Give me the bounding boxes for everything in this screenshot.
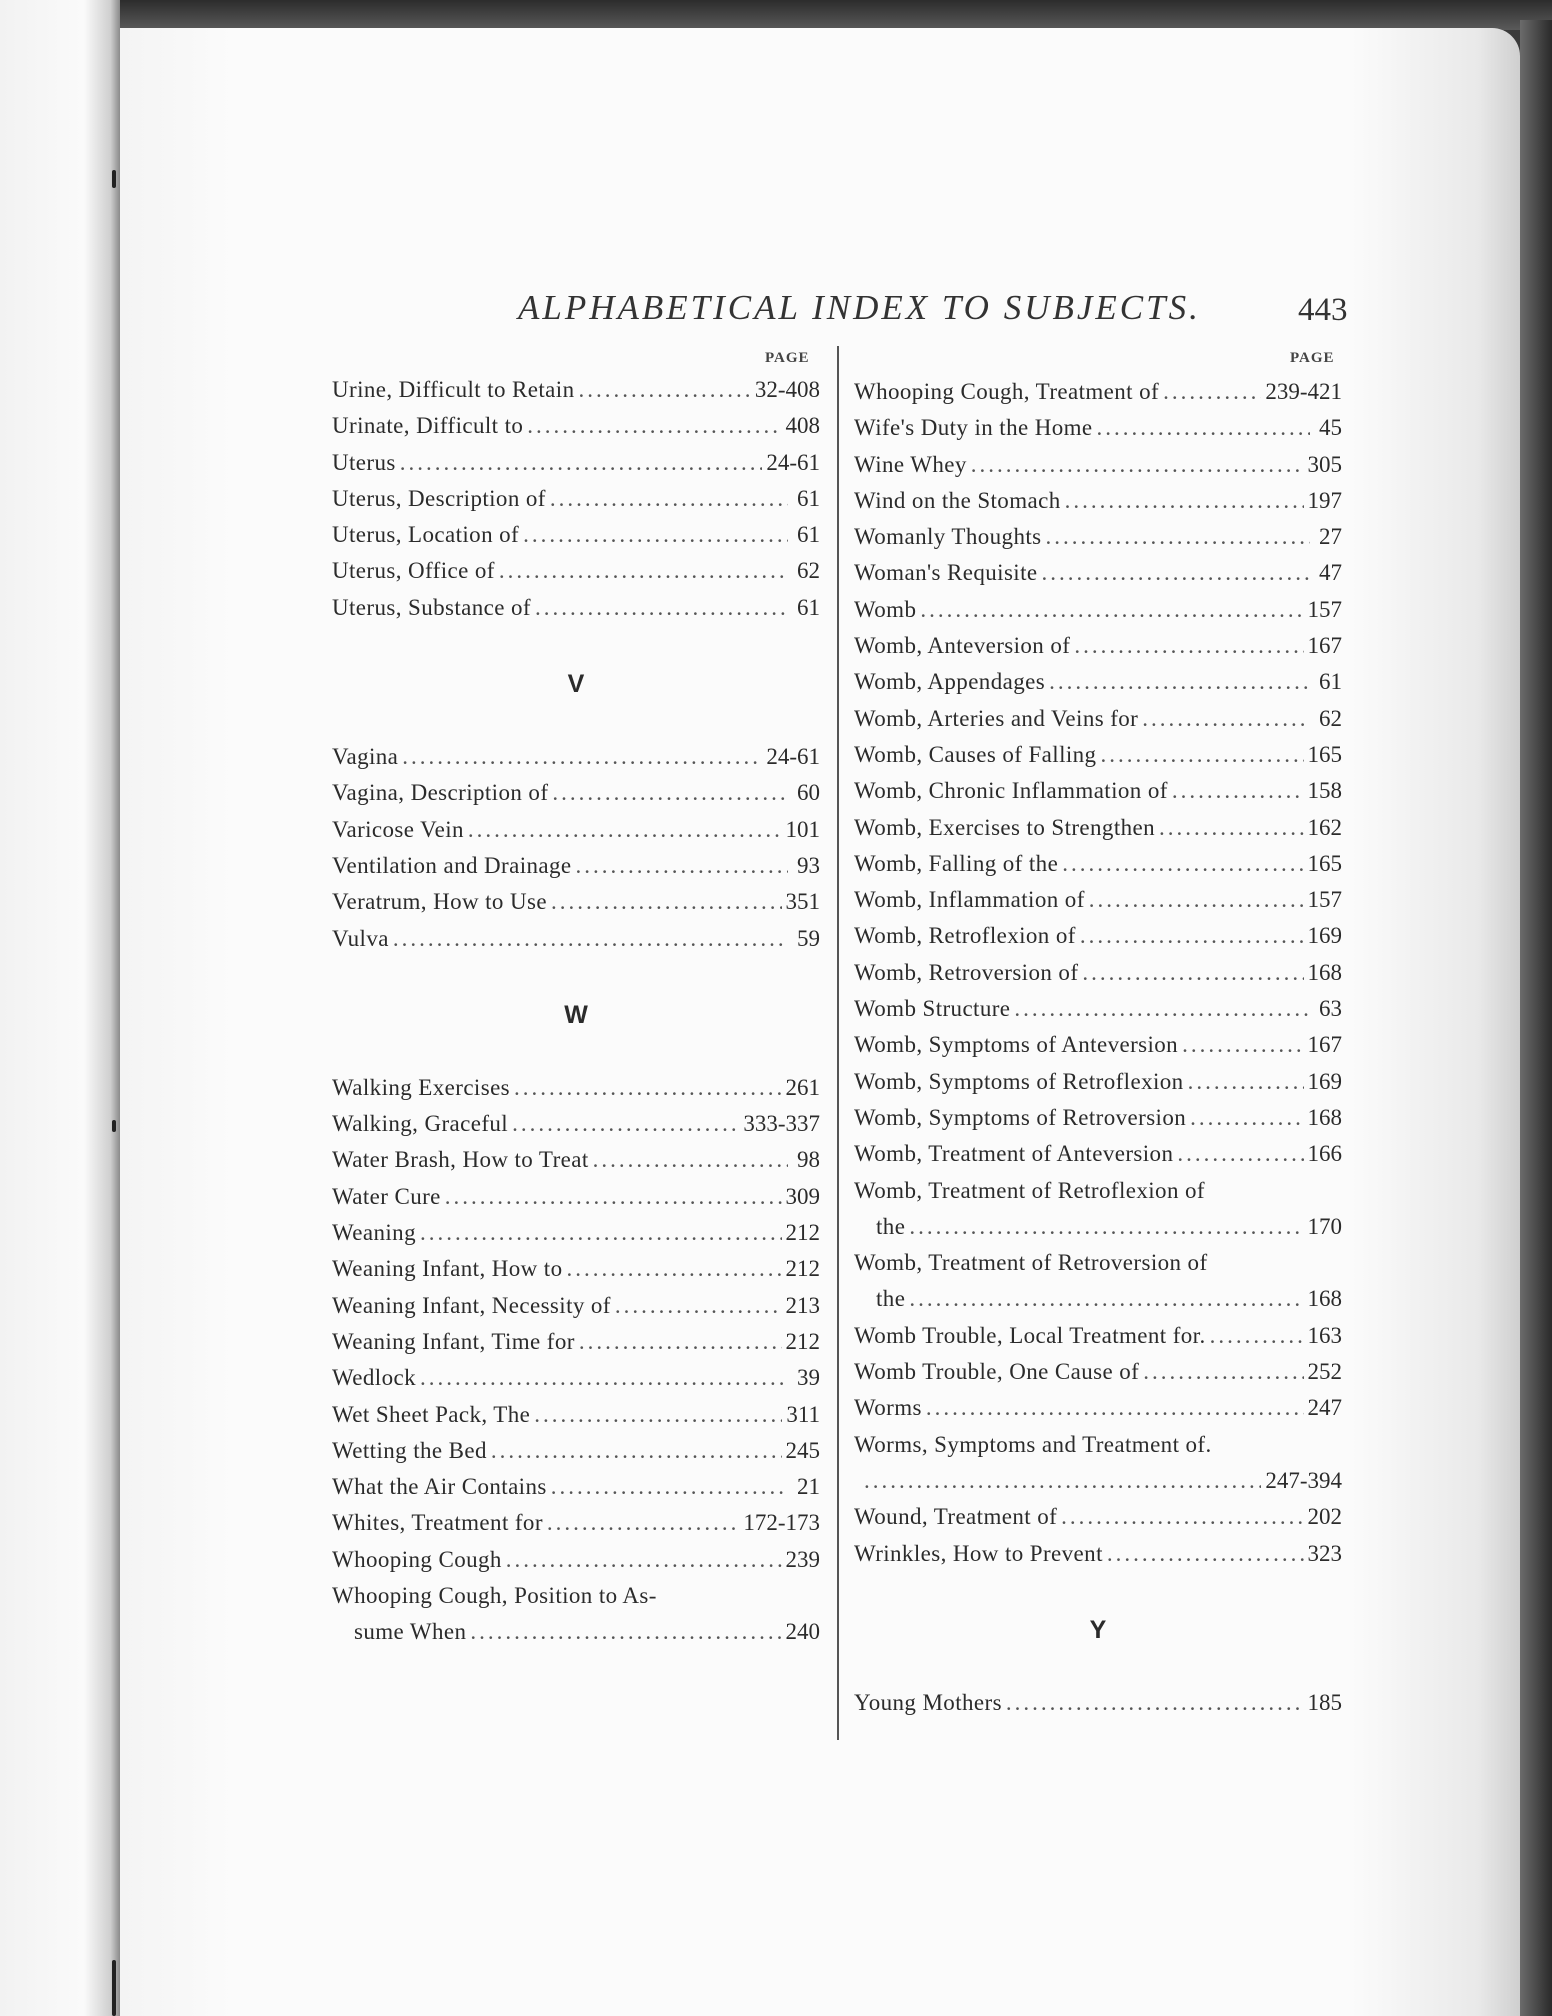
index-entry [332, 1251, 820, 1287]
index-subject: Womb, Retroflexion of [854, 923, 1076, 949]
index-page-ref: 311 [786, 1401, 820, 1427]
index-entry [854, 483, 1342, 519]
index-page-ref: 168 [1307, 1104, 1342, 1130]
dot-leader [400, 445, 763, 481]
index-entry [854, 1209, 1342, 1245]
dot-leader [1097, 410, 1310, 446]
index-page-ref: 309 [785, 1183, 820, 1209]
index-entry [854, 592, 1342, 628]
dot-leader [926, 1390, 1304, 1426]
index-entry [332, 1179, 820, 1215]
index-subject: Vulva [332, 925, 389, 951]
index-entry [332, 1215, 820, 1251]
index-subject: sume When [354, 1619, 467, 1645]
index-subject: the [876, 1213, 906, 1239]
dot-leader [527, 408, 781, 444]
index-entry [332, 1360, 820, 1396]
index-entry [332, 1433, 820, 1469]
dot-leader [491, 1433, 782, 1469]
index-subject: Vagina, Description of [332, 780, 549, 806]
dot-leader [567, 1251, 782, 1287]
index-page-ref: 32-408 [754, 377, 820, 402]
dot-leader [514, 1070, 781, 1106]
index-page-ref: 305 [1307, 451, 1342, 477]
index-subject: Ventilation and Drainage [332, 852, 572, 878]
dot-leader [615, 1288, 782, 1324]
index-subject: Womb, Chronic Inflammation of [854, 778, 1168, 804]
dot-leader [552, 775, 788, 811]
index-subject: Whites, Treatment for [332, 1510, 543, 1536]
index-entry [332, 848, 820, 884]
index-entry [854, 1318, 1342, 1354]
dot-leader [1089, 882, 1304, 918]
dot-leader [1049, 664, 1310, 700]
index-entry [854, 374, 1342, 410]
index-page-ref: 61 [797, 522, 820, 548]
index-page-ref: 333-337 [743, 1111, 820, 1137]
index-subject: Wetting the Bed [332, 1437, 487, 1463]
index-entry [332, 1397, 820, 1433]
index-page-ref: 93 [797, 852, 820, 878]
index-subject: Weaning Infant, How to [332, 1256, 563, 1282]
index-entry [332, 1542, 820, 1578]
index-subject: Urine, Difficult to Retain [332, 377, 575, 402]
index-entry [332, 812, 820, 848]
index-entry [854, 664, 1342, 700]
index-subject: Wine Whey [854, 451, 967, 477]
dot-leader [534, 1397, 782, 1433]
index-subject: Womb [854, 596, 917, 622]
index-entry [332, 590, 820, 626]
index-page-ref: 167 [1307, 633, 1342, 659]
index-subject: Uterus, Office of [332, 558, 495, 584]
index-subject: Weaning [332, 1220, 416, 1246]
index-entry [332, 1614, 820, 1650]
spine-mark [112, 1960, 116, 2016]
index-subject: Womb, Symptoms of Retroflexion [854, 1068, 1184, 1094]
dot-leader [420, 1360, 788, 1396]
dot-leader [1142, 701, 1310, 737]
index-page-ref: 61 [1319, 669, 1342, 695]
index-entry [332, 481, 820, 517]
index-subject: What the Air Contains [332, 1474, 547, 1500]
index-subject: Womb, Treatment of Retroflexion of [854, 1177, 1205, 1203]
index-page-ref: 212 [785, 1328, 820, 1354]
index-entry [854, 628, 1342, 664]
index-page-ref: 157 [1307, 596, 1342, 622]
index-entry [854, 1281, 1342, 1317]
index-subject: Womb, Treatment of Anteversion [854, 1141, 1174, 1167]
index-entry [854, 1100, 1342, 1136]
index-entry [854, 410, 1342, 446]
dot-leader [576, 848, 788, 884]
dot-leader [1045, 519, 1310, 555]
spine-mark [112, 1120, 116, 1132]
index-page-ref: 168 [1307, 959, 1342, 985]
index-page-ref: 239-421 [1265, 379, 1342, 404]
index-entry [854, 1536, 1342, 1572]
dot-leader [393, 921, 788, 957]
index-page-ref: 240 [785, 1619, 820, 1645]
dot-leader [909, 1209, 1303, 1245]
index-subject: Womb, Causes of Falling [854, 741, 1097, 767]
index-subject: Womb Structure [854, 996, 1011, 1022]
index-page-ref: 59 [797, 925, 820, 951]
dot-leader [506, 1542, 782, 1578]
dot-leader [1107, 1536, 1304, 1572]
column-label-left: PAGE [765, 350, 810, 366]
dot-leader [1074, 628, 1303, 664]
index-entry [332, 517, 820, 553]
index-entry [854, 955, 1342, 991]
index-page-ref: 167 [1307, 1032, 1342, 1058]
index-subject: Womb Trouble, One Cause of [854, 1359, 1140, 1385]
index-entry [854, 846, 1342, 882]
dot-leader [445, 1179, 782, 1215]
dot-leader [864, 1463, 1261, 1499]
index-entry [854, 1427, 1342, 1463]
index-page-ref: 61 [797, 594, 820, 620]
index-page-ref: 261 [785, 1074, 820, 1100]
dot-leader [971, 447, 1304, 483]
index-subject: Uterus, Location of [332, 522, 520, 548]
index-subject: Worms [854, 1395, 922, 1421]
index-subject: Womb, Treatment of Retroversion of [854, 1250, 1208, 1276]
index-page-ref: 27 [1319, 524, 1342, 550]
dot-leader [1080, 918, 1304, 954]
page-top-edge [0, 0, 1552, 30]
index-entry [854, 1064, 1342, 1100]
index-entry [854, 1463, 1342, 1499]
dot-leader [551, 884, 782, 920]
index-subject: Weaning Infant, Necessity of [332, 1292, 611, 1318]
index-page-ref: 351 [785, 889, 820, 915]
index-subject: Urinate, Difficult to [332, 413, 524, 439]
index-page-ref: 47 [1319, 560, 1342, 586]
index-page-ref: 170 [1307, 1213, 1342, 1239]
index-page-ref: 169 [1307, 923, 1342, 949]
index-entry [854, 918, 1342, 954]
index-page-ref: 24-61 [766, 449, 820, 475]
index-page-ref: 165 [1307, 850, 1342, 876]
index-subject: Wrinkles, How to Prevent [854, 1540, 1103, 1566]
dot-leader [1190, 1100, 1303, 1136]
index-page-ref: 61 [797, 485, 820, 511]
dot-leader [1006, 1685, 1304, 1721]
index-entry [854, 555, 1342, 591]
index-page-ref: 212 [785, 1256, 820, 1282]
dot-leader [1172, 773, 1304, 809]
index-page-ref: 157 [1307, 887, 1342, 913]
index-subject: Womb, Symptoms of Retroversion [854, 1104, 1187, 1130]
index-entry [332, 884, 820, 920]
index-subject: Wife's Duty in the Home [854, 415, 1093, 441]
index-entry [332, 1505, 820, 1541]
index-subject: Worms, Symptoms and Treatment of. [854, 1431, 1212, 1457]
dot-leader [1042, 555, 1311, 591]
index-entry [332, 1106, 820, 1142]
index-entry [854, 1390, 1342, 1426]
index-entry [332, 1469, 820, 1505]
index-entry [332, 739, 820, 775]
section-heading: W [564, 1001, 588, 1030]
index-entry [332, 1288, 820, 1324]
dot-leader [468, 812, 782, 848]
index-page-ref: 213 [785, 1292, 820, 1318]
dot-leader [551, 1469, 788, 1505]
index-page-ref: 212 [785, 1220, 820, 1246]
index-subject: Wedlock [332, 1365, 416, 1391]
dot-leader [1177, 1136, 1303, 1172]
index-entry [854, 1027, 1342, 1063]
index-entry [332, 553, 820, 589]
index-page-ref: 39 [797, 1365, 820, 1391]
index-page-ref: 247-394 [1265, 1467, 1342, 1493]
dot-leader [1163, 374, 1261, 410]
index-page-ref: 202 [1307, 1504, 1342, 1530]
column-label-right: PAGE [1290, 350, 1335, 366]
index-page-ref: 197 [1307, 487, 1342, 513]
index-subject: Whooping Cough, Position to As- [332, 1583, 657, 1609]
dot-leader [547, 1505, 739, 1541]
index-page-ref: 21 [797, 1474, 820, 1500]
index-subject: Womanly Thoughts [854, 524, 1042, 550]
index-entry [332, 1324, 820, 1360]
dot-leader [550, 481, 788, 517]
index-page-ref: 245 [785, 1437, 820, 1463]
index-page-ref: 162 [1307, 814, 1342, 840]
index-subject: the [876, 1286, 906, 1312]
index-subject: Varicose Vein [332, 816, 464, 842]
book-cover-edge [1520, 20, 1552, 2016]
index-subject: Uterus [332, 449, 396, 475]
index-entry [854, 701, 1342, 737]
dot-leader [1065, 483, 1304, 519]
index-subject: Woman's Requisite [854, 560, 1038, 586]
dot-leader [535, 590, 788, 626]
index-entry [332, 372, 820, 408]
dot-leader [909, 1281, 1303, 1317]
index-page-ref: 408 [785, 413, 820, 439]
dot-leader [420, 1215, 782, 1251]
index-page-ref: 98 [797, 1147, 820, 1173]
index-subject: Womb, Inflammation of [854, 887, 1085, 913]
index-entry [854, 1354, 1342, 1390]
index-subject: Womb, Falling of the [854, 850, 1059, 876]
dot-leader [1062, 846, 1303, 882]
index-subject: Womb, Exercises to Strengthen [854, 814, 1156, 840]
index-subject: Weaning Infant, Time for [332, 1328, 575, 1354]
dot-leader [1143, 1354, 1303, 1390]
index-subject: Wind on the Stomach [854, 487, 1061, 513]
dot-leader [1188, 1064, 1304, 1100]
dot-leader [1159, 810, 1303, 846]
index-entry [854, 1685, 1342, 1721]
index-entry [854, 1499, 1342, 1535]
dot-leader [1182, 1027, 1303, 1063]
index-subject: Uterus, Substance of [332, 594, 531, 620]
dot-leader [499, 553, 788, 589]
index-entry [854, 1136, 1342, 1172]
index-entry [854, 1173, 1342, 1209]
index-page-ref: 60 [797, 780, 820, 806]
index-subject: Wound, Treatment of [854, 1504, 1058, 1530]
page-left-edge [0, 0, 120, 2016]
index-subject: Womb, Anteversion of [854, 633, 1071, 659]
index-subject: Womb, Retroversion of [854, 959, 1079, 985]
index-page-ref: 45 [1319, 415, 1342, 441]
index-subject: Water Cure [332, 1183, 441, 1209]
index-subject: Womb, Appendages [854, 669, 1046, 695]
running-title: ALPHABETICAL INDEX TO SUBJECTS. [518, 288, 1201, 327]
index-page-ref: 168 [1307, 1286, 1342, 1312]
index-entry [854, 447, 1342, 483]
index-page-ref: 239 [785, 1546, 820, 1572]
index-page-ref: 24-61 [766, 744, 820, 770]
index-subject: Veratrum, How to Use [332, 889, 547, 915]
index-page-ref: 63 [1319, 996, 1342, 1022]
index-subject: Womb, Arteries and Veins for [854, 705, 1139, 731]
dot-leader [1082, 955, 1303, 991]
column-divider [837, 346, 839, 1740]
index-entry [332, 408, 820, 444]
section-heading: Y [1089, 1616, 1107, 1645]
index-entry [854, 810, 1342, 846]
dot-leader [579, 1324, 782, 1360]
index-subject: Walking, Graceful [332, 1111, 509, 1137]
index-subject: Water Brash, How to Treat [332, 1147, 589, 1173]
index-entry [854, 991, 1342, 1027]
dot-leader [512, 1106, 739, 1142]
dot-leader [1210, 1318, 1304, 1354]
index-subject: Walking Exercises [332, 1074, 511, 1100]
dot-leader [1100, 737, 1303, 773]
index-entry [854, 737, 1342, 773]
index-subject: Young Mothers [854, 1689, 1002, 1715]
index-page-ref: 166 [1307, 1141, 1342, 1167]
index-entry [332, 1142, 820, 1178]
index-entry [854, 1245, 1342, 1281]
index-entry [332, 1070, 820, 1106]
index-page-ref: 62 [1319, 705, 1342, 731]
index-page-ref: 185 [1307, 1689, 1342, 1715]
index-entry [854, 882, 1342, 918]
index-page-ref: 158 [1307, 778, 1342, 804]
dot-leader [470, 1614, 781, 1650]
index-page-ref: 62 [797, 558, 820, 584]
index-entry [854, 773, 1342, 809]
index-column-right [854, 374, 1342, 1721]
index-page-ref: 163 [1307, 1322, 1342, 1348]
dot-leader [578, 372, 750, 408]
dot-leader [1014, 991, 1310, 1027]
dot-leader [402, 739, 762, 775]
section-heading: V [567, 670, 585, 699]
index-page-ref: 247 [1307, 1395, 1342, 1421]
index-subject: Vagina [332, 744, 399, 770]
index-page-ref: 165 [1307, 741, 1342, 767]
dot-leader [523, 517, 788, 553]
index-column-left [332, 372, 820, 1651]
index-subject: Whooping Cough, Treatment of [854, 379, 1160, 404]
index-entry [854, 519, 1342, 555]
index-page-ref: 172-173 [743, 1510, 820, 1536]
index-entry [332, 1578, 820, 1614]
index-page-ref: 323 [1307, 1540, 1342, 1566]
index-subject: Womb, Symptoms of Anteversion [854, 1032, 1179, 1058]
dot-leader [1061, 1499, 1303, 1535]
index-subject: Wet Sheet Pack, The [332, 1401, 531, 1427]
index-page-ref: 169 [1307, 1068, 1342, 1094]
dot-leader [593, 1142, 788, 1178]
index-subject: Whooping Cough [332, 1546, 502, 1572]
page-number: 443 [1298, 292, 1348, 328]
index-entry [332, 775, 820, 811]
index-subject: Uterus, Description of [332, 485, 546, 511]
index-entry [332, 445, 820, 481]
index-subject: Womb Trouble, Local Treatment for. [854, 1322, 1206, 1348]
index-page-ref: 252 [1307, 1359, 1342, 1385]
dot-leader [920, 592, 1303, 628]
index-entry [332, 921, 820, 957]
spine-mark [112, 170, 116, 188]
index-page-ref: 101 [785, 816, 820, 842]
